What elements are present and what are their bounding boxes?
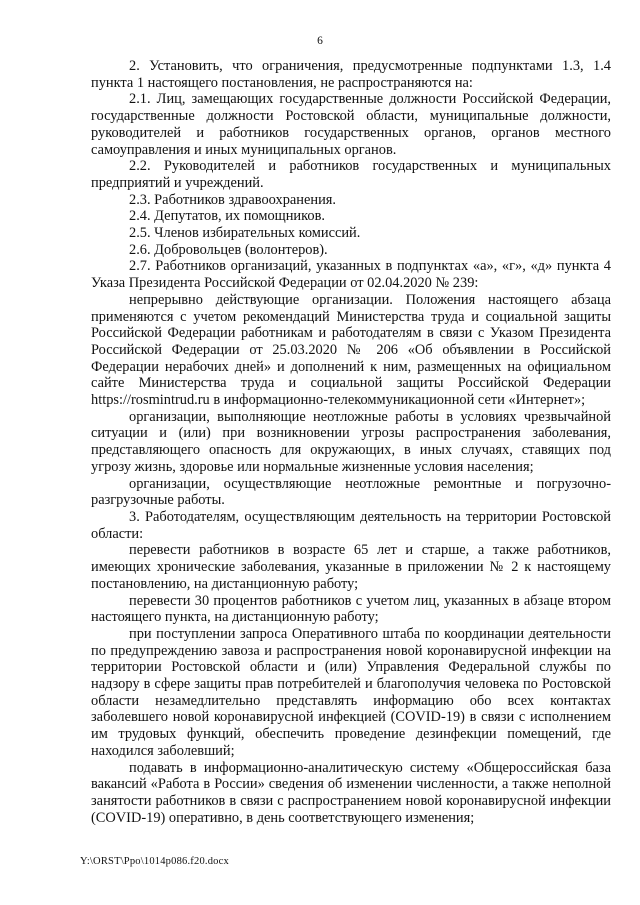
page-number: 6 <box>317 35 323 47</box>
paragraph-remote-30-percent: перевести 30 процентов работников с учетом лиц, указанных в абзаце втором настоящего пункта, на дистанционную работу; <box>91 592 611 626</box>
paragraph-operational-headquarters: при поступлении запроса Оперативного штаба по координации деятельности по предупреждению завоза и распространения новой коронавирусной инфекции на территории Ростовской области и (или) Управления Федеральной службы по надзору в сфере защиты прав потребителей и благополучия человека по Ростовской области незамедлительно представлять информацию обо всех контактах заболевшего новой коронавирусной инфекцией (COVID-19) в связи с исполнением им трудовых функций, обеспечить проведение дезинфекции помещений, где находился заболевший; <box>91 625 611 759</box>
paragraph-emergency-organizations: организации, выполняющие неотложные работы в условиях чрезвычайной ситуации и (или) при возникновении угрозы распространения заболевания, представляющего опасность для окружающих, в иных случаях, ставящих под угрозу жизнь, здоровье или нормальные жизненные условия населения; <box>91 408 611 475</box>
paragraph-2: 2. Установить, что ограничения, предусмотренные подпунктами 1.3, 1.4 пункта 1 настоящего постановления, не распространяются на: <box>91 58 611 91</box>
paragraph-2-5: 2.5. Членов избирательных комиссий. <box>129 225 361 242</box>
paragraph-2-3: 2.3. Работников здравоохранения. <box>129 191 336 208</box>
paragraph-remote-65-plus: перевести работников в возрасте 65 лет и старше, а также работников, имеющих хронические заболевания, указанные в приложении № 2 к настоящему постановлению, на дистанционную работу; <box>91 542 611 592</box>
paragraph-vacancy-database: подавать в информационно-аналитическую систему «Общероссийская база вакансий «Работа в России» сведения об изменении численности, а также неполной занятости работников в связи с распространением новой коронавирусной инфекции (COVID-19) оперативно, в день соответствующего изменения; <box>91 759 611 826</box>
footer-file-path: Y:\ORST\Ppo\1014p086.f20.docx <box>80 856 229 867</box>
paragraph-2-6: 2.6. Добровольцев (волонтеров). <box>129 241 328 258</box>
paragraph-continuous-organizations: непрерывно действующие организации. Положения настоящего абзаца применяются с учетом рекомендаций Министерства труда и социальной защиты Российской Федерации работникам и работодателям в связи с Указом Президента Российской Федерации от 25.03.2020 № 206 «Об объявлении в Российской Федерации нерабочих дней» и дополнений к ним, размещенных на официальном сайте Министерства труда и социальной защиты Российской Федерации https://rosmintrud.ru в информационно-телекоммуникационной сети «Интернет»; <box>91 291 611 409</box>
paragraph-2-7: 2.7. Работников организаций, указанных в подпунктах «а», «г», «д» пункта 4 Указа Президента Российской Федерации от 02.04.2020 № 239: <box>91 258 611 292</box>
paragraph-3: 3. Работодателям, осуществляющим деятельность на территории Ростовской области: <box>91 508 611 542</box>
document-body <box>91 58 611 826</box>
paragraph-2-2: 2.2. Руководителей и работников государственных и муниципальных предприятий и учреждений. <box>91 158 611 191</box>
paragraph-2-4: 2.4. Депутатов, их помощников. <box>129 208 325 225</box>
paragraph-2-1: 2.1. Лиц, замещающих государственные должности Российской Федерации, государственные должности Ростовской области, муниципальные должности, руководителей и работников государственных органов, органов местного самоуправления и иных муниципальных органов. <box>91 91 611 158</box>
paragraph-repair-organizations: организации, осуществляющие неотложные ремонтные и погрузочно-разгрузочные работы. <box>91 475 611 509</box>
